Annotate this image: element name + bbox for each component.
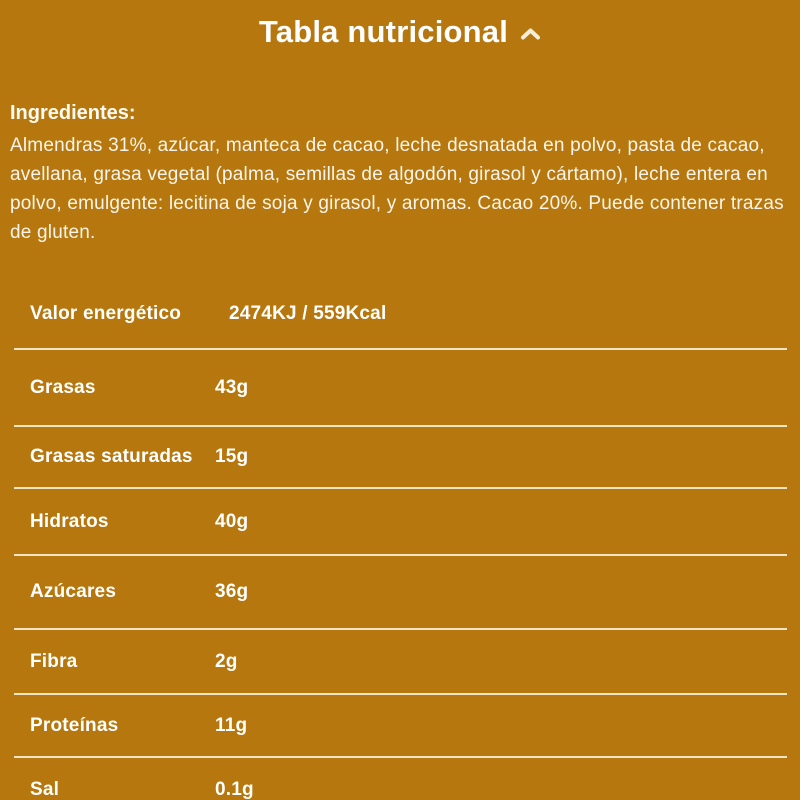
ingredients-block xyxy=(10,102,790,247)
nutrient-value: 2474KJ / 559Kcal xyxy=(229,303,387,324)
nutrient-label: Proteínas xyxy=(30,714,119,736)
table-row xyxy=(14,695,787,758)
table-row xyxy=(14,630,787,695)
nutrient-value: 0.1g xyxy=(215,779,254,800)
table-row xyxy=(14,280,787,350)
nutrient-label: Sal xyxy=(30,779,60,800)
nutrient-label: Hidratos xyxy=(30,510,109,532)
table-row xyxy=(14,556,787,630)
nutrient-value: 11g xyxy=(215,714,248,736)
table-row xyxy=(14,350,787,427)
nutrient-value: 43g xyxy=(215,376,249,398)
nutrition-accordion-header[interactable] xyxy=(0,0,800,56)
nutrient-label: Valor energético xyxy=(30,303,182,324)
nutrient-value: 15g xyxy=(215,446,249,467)
nutrient-label: Fibra xyxy=(30,650,78,672)
nutrition-table xyxy=(14,280,787,800)
nutrient-label: Grasas xyxy=(30,376,96,398)
ingredients-heading: Ingredientes: xyxy=(10,102,136,124)
table-row xyxy=(14,489,787,556)
table-row xyxy=(14,427,787,489)
nutrient-value: 2g xyxy=(215,650,238,672)
section-title: Tabla nutricional xyxy=(258,14,509,49)
nutrient-value: 36g xyxy=(215,581,249,602)
nutrient-label: Azúcares xyxy=(30,581,117,602)
ingredients-text: Almendras 31%, azúcar, manteca de cacao, leche desnatada en polvo, pasta de cacao, avellana, grasa vegetal (palma, semillas de algodón, girasol y cártamo), leche entera en polvo, emulgente: lecitina de soja y girasol, y aromas. Cacao 20%. Puede contener trazas de gluten. xyxy=(10,135,784,243)
chevron-up-icon xyxy=(520,27,541,41)
nutrient-label: Grasas saturadas xyxy=(30,446,193,467)
nutrient-value: 40g xyxy=(215,510,249,532)
table-row xyxy=(14,758,787,800)
